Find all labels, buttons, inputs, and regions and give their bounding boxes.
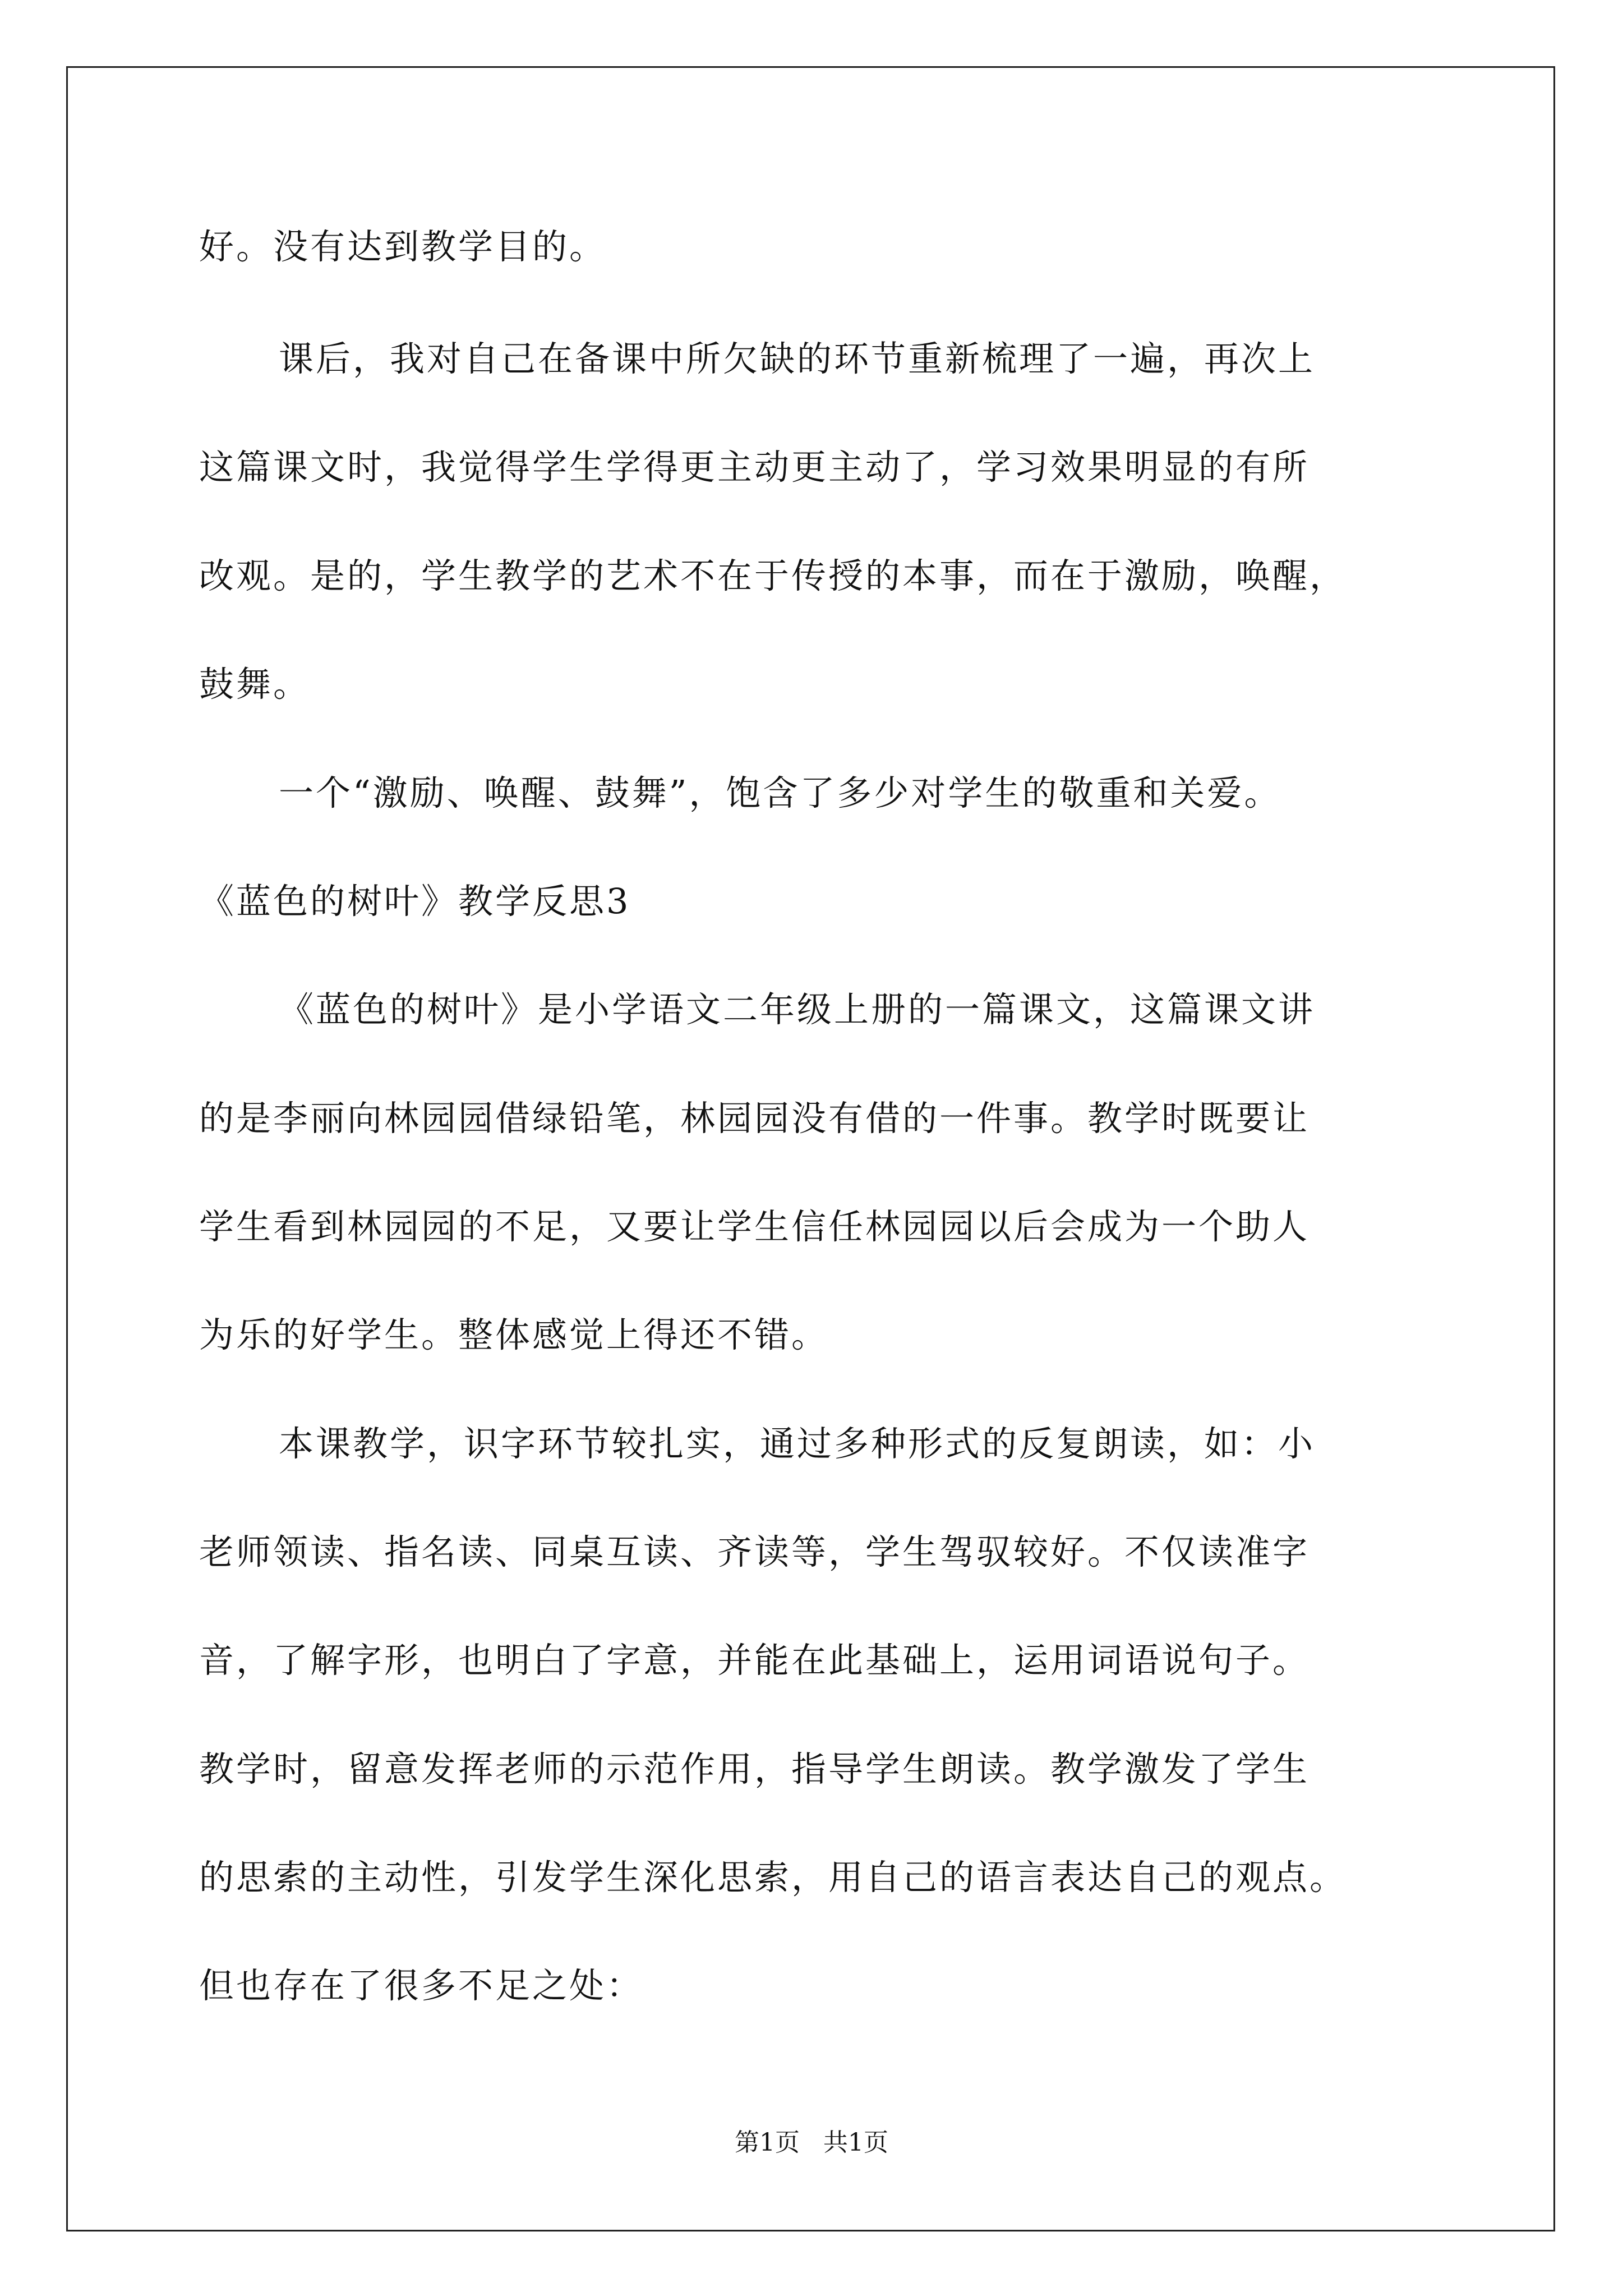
paragraph-start-line: 课后，我对自己在备课中所欠缺的环节重新梳理了一遍，再次上 (279, 338, 1316, 379)
text-line: 老师领读、指名读、同桌互读、齐读等，学生驾驭较好。不仅读准字 (199, 1531, 1310, 1572)
page-number-footer: 第1页 共1页 (735, 2128, 888, 2157)
paragraph-start-line: 《蓝色的树叶》是小学语文二年级上册的一篇课文，这篇课文讲 (279, 989, 1316, 1030)
text-line: 改观。是的，学生教学的艺术不在于传授的本事，而在于激励，唤醒， (199, 555, 1347, 596)
text-line: 鼓舞。 (199, 664, 311, 705)
text-line: 这篇课文时，我觉得学生学得更主动更主动了，学习效果明显的有所 (199, 447, 1310, 487)
section-heading: 《蓝色的树叶》教学反思3 (199, 881, 631, 922)
page-border (66, 66, 1555, 2231)
text-line: 好。没有达到教学目的。 (199, 226, 607, 267)
text-line: 教学时，留意发挥老师的示范作用，指导学生朗读。教学激发了学生 (199, 1749, 1310, 1789)
text-line: 的思索的主动性，引发学生深化思索，用自己的语言表达自己的观点。 (199, 1857, 1347, 1898)
text-line: 为乐的好学生。整体感觉上得还不错。 (199, 1314, 829, 1355)
paragraph-start-line: 一个“激励、唤醒、鼓舞”，饱含了多少对学生的敬重和关爱。 (279, 772, 1281, 813)
text-line: 音，了解字形，也明白了字意，并能在此基础上，运用词语说句子。 (199, 1640, 1310, 1681)
text-line: 的是李丽向林园园借绿铅笔，林园园没有借的一件事。教学时既要让 (199, 1098, 1310, 1139)
paragraph-start-line: 本课教学，识字环节较扎实，通过多种形式的反复朗读，如：小 (279, 1423, 1316, 1464)
text-line: 但也存在了很多不足之处： (199, 1965, 644, 2006)
text-line: 学生看到林园园的不足，又要让学生信任林园园以后会成为一个助人 (199, 1206, 1310, 1247)
